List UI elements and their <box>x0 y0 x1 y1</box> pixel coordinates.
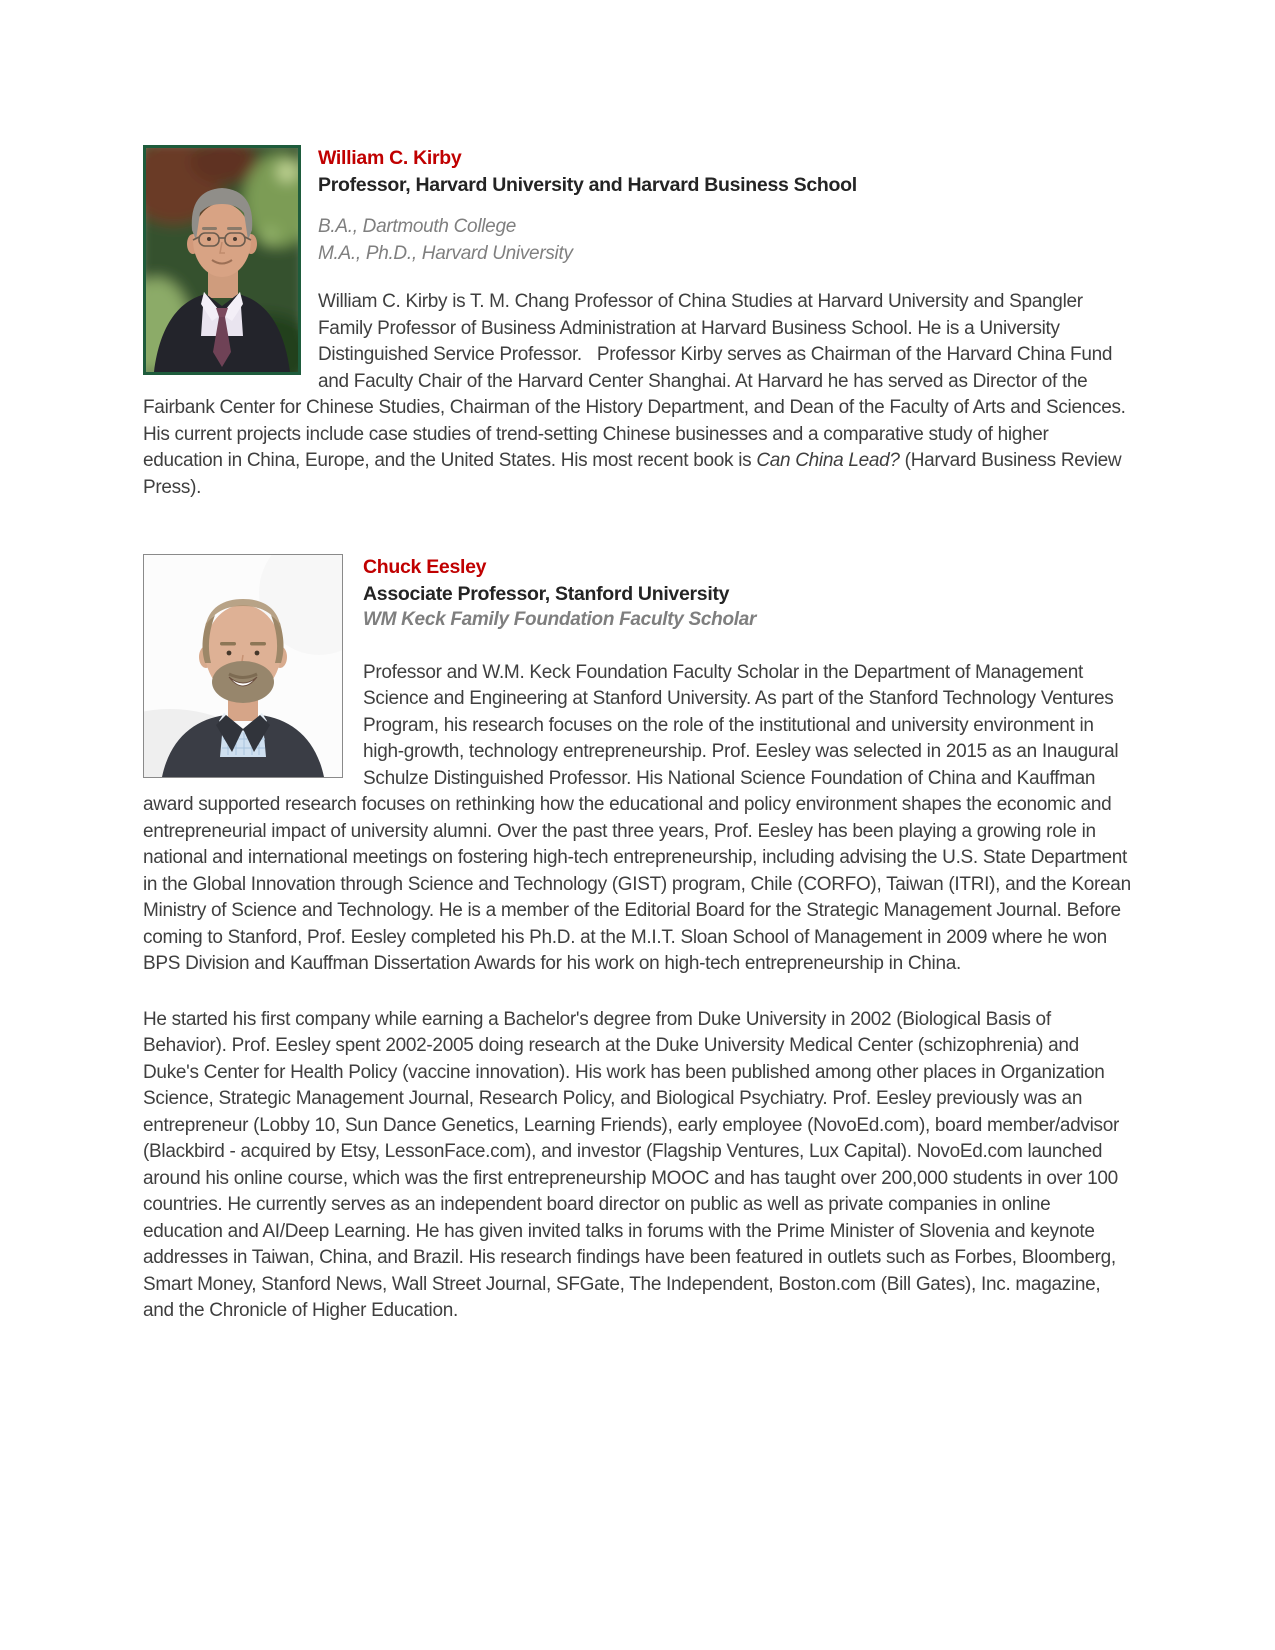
profile-section-kirby <box>143 145 1133 501</box>
kirby-name: William C. Kirby <box>318 147 462 169</box>
kirby-bio-text-end: (Harvard Business Review Press). <box>143 450 1127 498</box>
kirby-portrait-illustration <box>146 148 298 372</box>
kirby-book-title: Can China Lead? <box>756 450 900 471</box>
eesley-name: Chuck Eesley <box>363 556 487 578</box>
eesley-portrait-illustration <box>144 555 342 777</box>
eesley-portrait-photo <box>143 554 343 778</box>
eesley-bio-paragraph-1: Professor and W.M. Keck Foundation Faculty Scholar in the Department of Management Science and Engineering at Stanford University. As part of the Stanford Technology Ventures Program, his research focuses on the role of the institutional and university environment in high-growth, technology entrepreneurship. Prof. Eesley was selected in 2015 as an Inaugural Schulze Distinguished Professor. His National Science Foundation of China and Kauffman award supported research focuses on rethinking how the educational and policy environment shapes the economic and entrepreneurial impact of university alumni. Over the past three years, Prof. Eesley has been playing a growing role in national and international meetings on fostering high-tech entrepreneurship, including advising the U.S. State Department in the Global Innovation through Science and Technology (GIST) program, Chile (CORFO), Taiwan (ITRI), and the Korean Ministry of Science and Technology. He is a member of the Editorial Board for the Strategic Management Journal. Before coming to Stanford, Prof. Eesley completed his Ph.D. at the M.I.T. Sloan School of Management in 2009 where he won BPS Division and Kauffman Dissertation Awards for his work on high-tech entrepreneurship in China. <box>143 661 1136 974</box>
kirby-credential-degree-2: M.A., Ph.D., Harvard University <box>318 242 573 264</box>
profile-section-eesley <box>143 554 1136 1325</box>
eesley-title: Associate Professor, Stanford University <box>363 582 730 605</box>
kirby-title: Professor, Harvard University and Harvard Business School <box>318 173 857 196</box>
eesley-bio-paragraph-2: He started his first company while earning a Bachelor's degree from Duke University in 2002 (Biological Basis of Behavior). Prof. Eesley spent 2002-2005 doing research at the Duke University Medical Center (schizophrenia) and Duke's Center for Health Policy (vaccine innovation). His work has been published among other places in Organization Science, Strategic Management Journal, Research Policy, and Biological Psychiatry. Prof. Eesley previously was an entrepreneur (Lobby 10, Sun Dance Genetics, Learning Friends), early employee (NovoEd.com), board member/advisor (Blackbird - acquired by Etsy, LessonFace.com), and investor (Flagship Ventures, Lux Capital). NovoEd.com launched around his online course, which was the first entrepreneurship MOOC and has taught over 200,000 students in over 100 countries. He currently serves as an independent board director on public as well as private companies in online education and AI/Deep Learning. He has given invited talks in forums with the Prime Minister of Slovenia and keynote addresses in Taiwan, China, and Brazil. His research findings have been featured in outlets such as Forbes, Bloomberg, Smart Money, Stanford News, Wall Street Journal, SFGate, The Independent, Boston.com (Bill Gates), Inc. magazine, and the Chronicle of Higher Education. <box>143 1008 1125 1321</box>
kirby-credential-degree-1: B.A., Dartmouth College <box>318 216 516 237</box>
kirby-portrait-photo <box>143 145 301 375</box>
eesley-scholar-line: WM Keck Family Foundation Faculty Scholar <box>363 609 757 630</box>
kirby-bio-text: William C. Kirby is T. M. Chang Professor of China Studies at Harvard University and Spangler Family Professor of Business Administration at Harvard Business School. He is a University Distinguished Service Professor. Professor Kirby serves as Chairman of the Harvard China Fund and Faculty Chair of the Harvard Center Shanghai. At Harvard he has served as Director of the Fairbank Center for Chinese Studies, Chairman of the History Department, and Dean of the Faculty of Arts and Sciences. His current projects include case studies of trend-setting Chinese businesses and a comparative study of higher education in China, Europe, and the United States. His most recent book is <box>143 291 1131 471</box>
